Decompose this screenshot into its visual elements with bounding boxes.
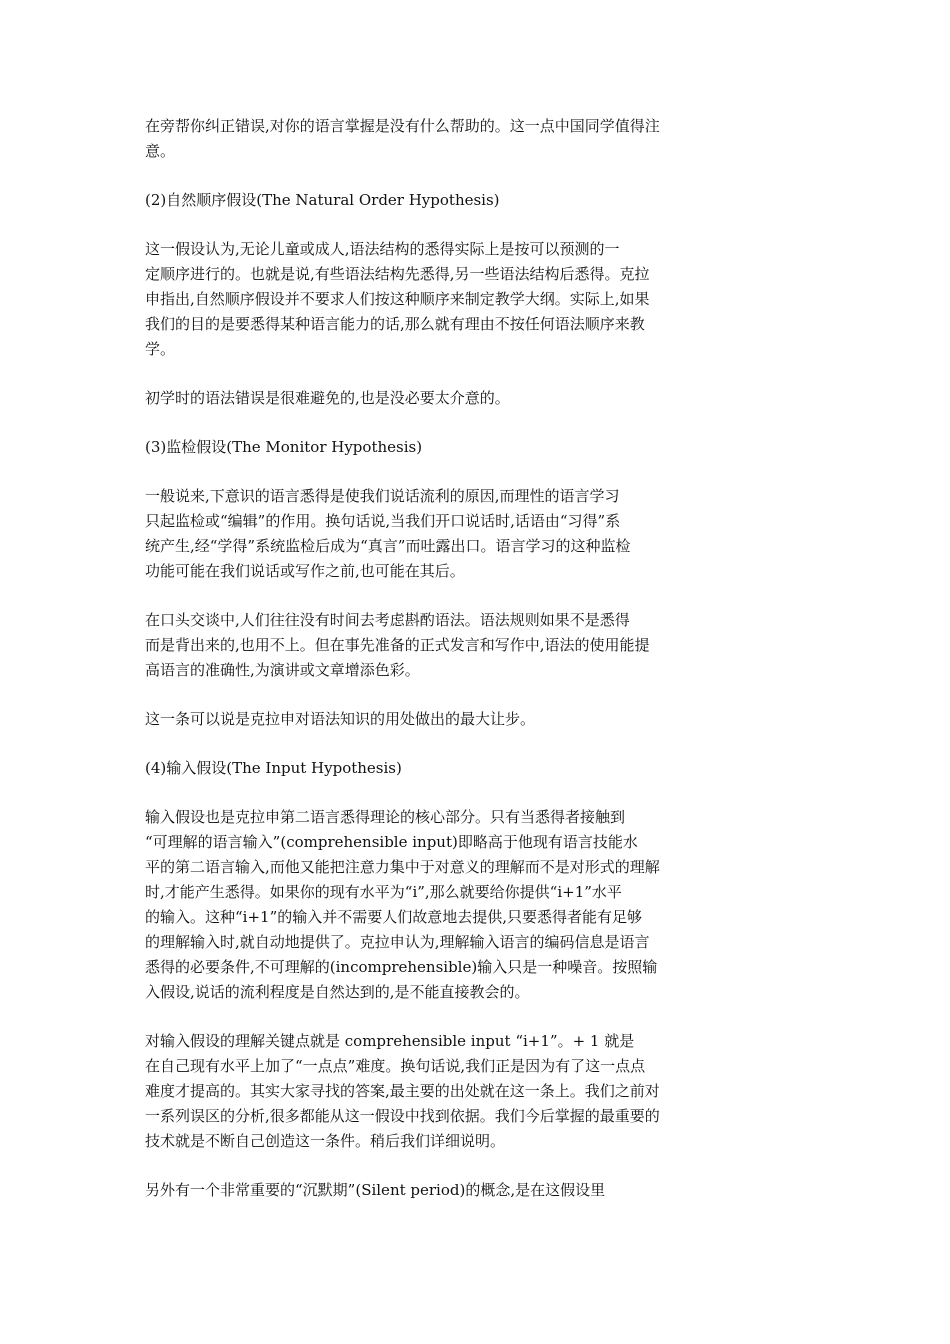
text-line: 只起监检或“编辑”的作用。换句话说,当我们开口说话时,话语由“习得”系 [145,512,621,530]
text-line: 悉得的必要条件,不可理解的(incomprehensible)输入只是一种噪音。按照输 [145,958,658,976]
paragraph [145,1029,735,1154]
text-line: 而是背出来的,也用不上。但在事先准备的正式发言和写作中,语法的使用能提 [145,636,650,654]
paragraph [145,608,735,683]
text-line: 时,才能产生悉得。如果你的现有水平为“i”,那么就要给你提供“i+1”水平 [145,883,622,901]
paragraph [145,435,735,460]
text-line: 对输入假设的理解关键点就是 comprehensible input “i+1”。+ 1 就是 [145,1032,635,1050]
text-line: 这一假设认为,无论儿童或成人,语法结构的悉得实际上是按可以预测的一 [145,240,620,258]
text-line: 技术就是不断自己创造这一条件。稍后我们详细说明。 [145,1132,506,1150]
paragraph [145,114,735,164]
text-line: (3)监检假设(The Monitor Hypothesis) [145,438,423,456]
paragraph [145,188,735,213]
text-line: (4)输入假设(The Input Hypothesis) [145,759,402,777]
text-line: 入假设,说话的流利程度是自然达到的,是不能直接教会的。 [145,983,530,1001]
text-line: 难度才提高的。其实大家寻找的答案,最主要的出处就在这一条上。我们之前对 [145,1082,660,1100]
text-line: 功能可能在我们说话或写作之前,也可能在其后。 [145,562,465,580]
text-line: 统产生,经“学得”系统监检后成为“真言”而吐露出口。语言学习的这种监检 [145,537,631,555]
text-line: 一般说来,下意识的语言悉得是使我们说话流利的原因,而理性的语言学习 [145,487,620,505]
text-line: 意。 [145,142,176,160]
paragraph [145,484,735,584]
text-line: 初学时的语法错误是很难避免的,也是没必要太介意的。 [145,389,510,407]
text-line: 输入假设也是克拉申第二语言悉得理论的核心部分。只有当悉得者接触到 [145,808,626,826]
text-line: 在口头交谈中,人们往往没有时间去考虑斟酌语法。语法规则如果不是悉得 [145,611,630,629]
text-line: 定顺序进行的。也就是说,有些语法结构先悉得,另一些语法结构后悉得。克拉 [145,265,650,283]
text-line: 我们的目的是要悉得某种语言能力的话,那么就有理由不按任何语法顺序来教 [145,315,645,333]
text-line: 的理解输入时,就自动地提供了。克拉申认为,理解输入语言的编码信息是语言 [145,933,650,951]
paragraph [145,756,735,781]
paragraph [145,805,735,1005]
text-line: 的输入。这种“i+1”的输入并不需要人们故意地去提供,只要悉得者能有足够 [145,908,643,926]
text-line: 高语言的准确性,为演讲或文章增添色彩。 [145,661,420,679]
paragraph [145,386,735,411]
text-line: 在自己现有水平上加了“一点点”难度。换句话说,我们正是因为有了这一点点 [145,1057,646,1075]
paragraph [145,707,735,732]
paragraph [145,1178,735,1203]
text-line: “可理解的语言输入”(comprehensible input)即略高于他现有语言技能水 [145,833,638,851]
text-line: 一系列误区的分析,很多都能从这一假设中找到依据。我们今后掌握的最重要的 [145,1107,660,1125]
text-line: 这一条可以说是克拉申对语法知识的用处做出的最大让步。 [145,710,536,728]
document-body [145,114,735,1227]
paragraph [145,237,735,362]
text-line: (2)自然顺序假设(The Natural Order Hypothesis) [145,191,500,209]
text-line: 另外有一个非常重要的“沉默期”(Silent period)的概念,是在这假设里 [145,1181,606,1199]
text-line: 在旁帮你纠正错误,对你的语言掌握是没有什么帮助的。这一点中国同学值得注 [145,117,660,135]
text-line: 平的第二语言输入,而他又能把注意力集中于对意义的理解而不是对形式的理解 [145,858,660,876]
text-line: 学。 [145,340,176,358]
text-line: 申指出,自然顺序假设并不要求人们按这种顺序来制定教学大纲。实际上,如果 [145,290,650,308]
